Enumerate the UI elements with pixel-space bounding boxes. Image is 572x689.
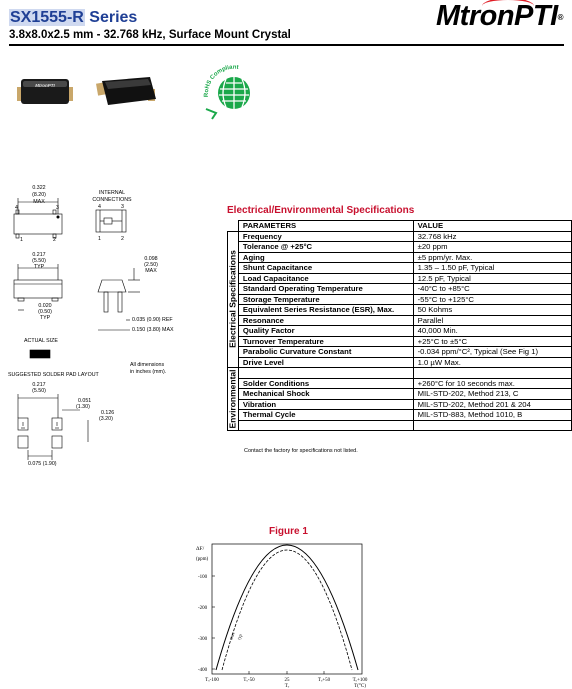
spec-row (228, 294, 572, 305)
rohs-compliant-badge (198, 63, 266, 123)
mtronpti-logo (436, 0, 563, 32)
param-cell (238, 420, 413, 431)
part-number: SX1555-R (10, 9, 84, 26)
param-cell: Storage Temperature (238, 294, 413, 305)
value-cell: +25°C to ±5°C (413, 336, 571, 347)
x-tick-5: Tₒ+100 (352, 678, 368, 683)
param-cell (238, 368, 413, 379)
spec-row (228, 399, 572, 410)
dim-height-note: MAX (145, 268, 157, 274)
series-word: Series (89, 9, 138, 26)
spec-row (228, 347, 572, 358)
ic-pin-4: 4 (98, 204, 101, 210)
dim-width-note: TYP (33, 264, 45, 270)
pin-2-label: 2 (53, 237, 56, 243)
y-tick-3: -300 (198, 637, 208, 642)
curve-max (216, 545, 358, 670)
spec-heading: Electrical/Environmental Specifications (227, 205, 415, 216)
value-cell: Parallel (413, 315, 571, 326)
value-cell: 12.5 pF, Typical (413, 273, 571, 284)
param-cell: Shunt Capacitance (238, 263, 413, 274)
spec-row (228, 368, 572, 379)
param-cell: Solder Conditions (238, 378, 413, 389)
value-cell: MIL-STD-883, Method 1010, B (413, 410, 571, 421)
page-title (9, 9, 137, 27)
y-tick-2: -200 (198, 606, 208, 611)
param-cell: Frequency (238, 231, 413, 242)
lay-pad: 0.051 (78, 398, 92, 404)
col-value: VALUE (413, 221, 571, 232)
crystal-photo-right (96, 77, 156, 105)
spec-row (228, 420, 572, 431)
group-environmental (228, 368, 239, 431)
spec-row (228, 231, 572, 242)
logo-arc (482, 0, 534, 14)
pad-layout-title: SUGGESTED SOLDER PAD LAYOUT (8, 372, 99, 378)
spec-row (228, 389, 572, 400)
param-cell: Standard Operating Temperature (238, 284, 413, 295)
dim-width-mm: (5.50) (32, 258, 46, 264)
chip-label: MtronPTI (35, 83, 55, 88)
value-cell: 40,000 Min. (413, 326, 571, 337)
group-environmental-label: Environmental (227, 369, 238, 429)
param-cell: Equivalent Series Resistance (ESR), Max. (238, 305, 413, 316)
ic-pin-3: 3 (121, 204, 124, 210)
spec-header-row (228, 221, 572, 232)
dim-height-mm: (2.50) (144, 262, 158, 268)
dim-pad: 0.020 (38, 303, 52, 309)
actual-size-label: ACTUAL SIZE (24, 338, 58, 344)
dim-top-width-note: MAX (33, 199, 45, 205)
param-cell: Tolerance @ +25°C (238, 242, 413, 253)
param-cell: Turnover Temperature (238, 336, 413, 347)
x-tick-3: 25 (284, 678, 290, 683)
pin-4-label: 4 (15, 205, 18, 211)
value-cell: 32.768 kHz (413, 231, 571, 242)
param-cell: Mechanical Shock (238, 389, 413, 400)
spec-row (228, 336, 572, 347)
y-label-top: ΔF/ (196, 546, 205, 552)
y-tick-1: -100 (198, 575, 208, 580)
internal-title: INTERNAL (98, 190, 126, 196)
dim-width: 0.217 (32, 252, 46, 258)
lay-pad-mm: (1.30) (76, 404, 90, 410)
value-cell: ±5 ppm/yr. Max. (413, 252, 571, 263)
pin-3-label: 3 (56, 205, 59, 211)
col-parameters: PARAMETERS (238, 221, 413, 232)
dim-body-max: 0.150 (3.80) MAX (132, 327, 174, 333)
value-cell: MIL-STD-202, Method 201 & 204 (413, 399, 571, 410)
logo-reg: ® (557, 13, 564, 22)
param-cell: Quality Factor (238, 326, 413, 337)
pin-1-label: 1 (20, 237, 23, 243)
param-cell: Vibration (238, 399, 413, 410)
internal-title-2: CONNECTIONS (92, 197, 132, 203)
spec-row (228, 326, 572, 337)
y-tick-4: -400 (198, 668, 208, 673)
lay-width-mm: (5.50) (32, 388, 46, 394)
page-subtitle: 3.8x8.0x2.5 mm - 32.768 kHz, Surface Mount Crystal (9, 29, 291, 41)
value-cell: 1.0 µW Max. (413, 357, 571, 368)
param-cell: Parabolic Curvature Constant (238, 347, 413, 358)
spec-row (228, 273, 572, 284)
rohs-text: RoHS Compliant (203, 64, 239, 98)
param-cell: Resonance (238, 315, 413, 326)
param-cell: Drive Level (238, 357, 413, 368)
ic-pin-2: 2 (121, 236, 124, 242)
dim-top-width-mm: (8.20) (32, 192, 46, 198)
logo-text: MtronPTI (436, 0, 558, 32)
value-cell: ±20 ppm (413, 242, 571, 253)
dim-top-width: 0.322 (32, 185, 46, 191)
spec-row (228, 357, 572, 368)
value-cell (413, 368, 571, 379)
value-cell (413, 420, 571, 431)
lay-height-mm: (3.20) (99, 416, 113, 422)
ic-pin-1: 1 (98, 236, 101, 242)
dim-pad-note: TYP (39, 315, 51, 321)
x-unit-right: T(°C) (354, 684, 366, 689)
value-cell: -55°C to +125°C (413, 294, 571, 305)
value-cell: 1.35 – 1.50 pF, Typical (413, 263, 571, 274)
spec-row (228, 410, 572, 421)
figure-title: Figure 1 (269, 526, 308, 537)
dim-pad-mm: (0.50) (38, 309, 52, 315)
value-cell: -0.034 ppm/°C², Typical (See Fig 1) (413, 347, 571, 358)
dim-ref: 0.035 (0.90) REF (132, 317, 173, 323)
spec-row (228, 242, 572, 253)
curve-label-typ: typ (236, 633, 243, 641)
header-rule (9, 44, 564, 46)
group-electrical (228, 231, 239, 368)
spec-row (228, 378, 572, 389)
curve-label-max: max (228, 631, 236, 641)
spec-row (228, 252, 572, 263)
dims-note-2: in inches (mm). (130, 369, 167, 375)
spec-row (228, 284, 572, 295)
curve-typ (222, 550, 352, 670)
spec-table (227, 220, 572, 431)
spec-row (228, 263, 572, 274)
param-cell: Thermal Cycle (238, 410, 413, 421)
dim-height: 0.098 (144, 256, 158, 262)
value-cell: 50 Kohms (413, 305, 571, 316)
lay-height: 0.126 (101, 410, 115, 416)
mechanical-drawing (0, 180, 215, 470)
group-electrical-label: Electrical Specifications (227, 250, 238, 349)
param-cell: Aging (238, 252, 413, 263)
x-tick-1: Tₒ-100 (205, 678, 219, 683)
spec-row (228, 305, 572, 316)
x-tick-2: Tₒ-50 (243, 678, 255, 683)
spec-row (228, 315, 572, 326)
x-tick-4: Tₒ+50 (317, 678, 331, 683)
param-cell: Load Capacitance (238, 273, 413, 284)
value-cell: MIL-STD-202, Method 213, C (413, 389, 571, 400)
figure-1-chart (196, 540, 386, 689)
y-label-unit: (ppm) (196, 557, 209, 562)
dims-note-1: All dimensions (130, 362, 165, 368)
x-unit: Tₒ (284, 684, 290, 689)
spec-footnote: Contact the factory for specifications not listed. (244, 448, 358, 454)
value-cell: -40°C to +85°C (413, 284, 571, 295)
chart-frame (212, 544, 362, 674)
value-cell: +260°C for 10 seconds max. (413, 378, 571, 389)
crystal-photo-left (17, 79, 73, 104)
lay-width: 0.217 (32, 382, 46, 388)
lay-bottom: 0.075 (1.90) (28, 461, 57, 467)
